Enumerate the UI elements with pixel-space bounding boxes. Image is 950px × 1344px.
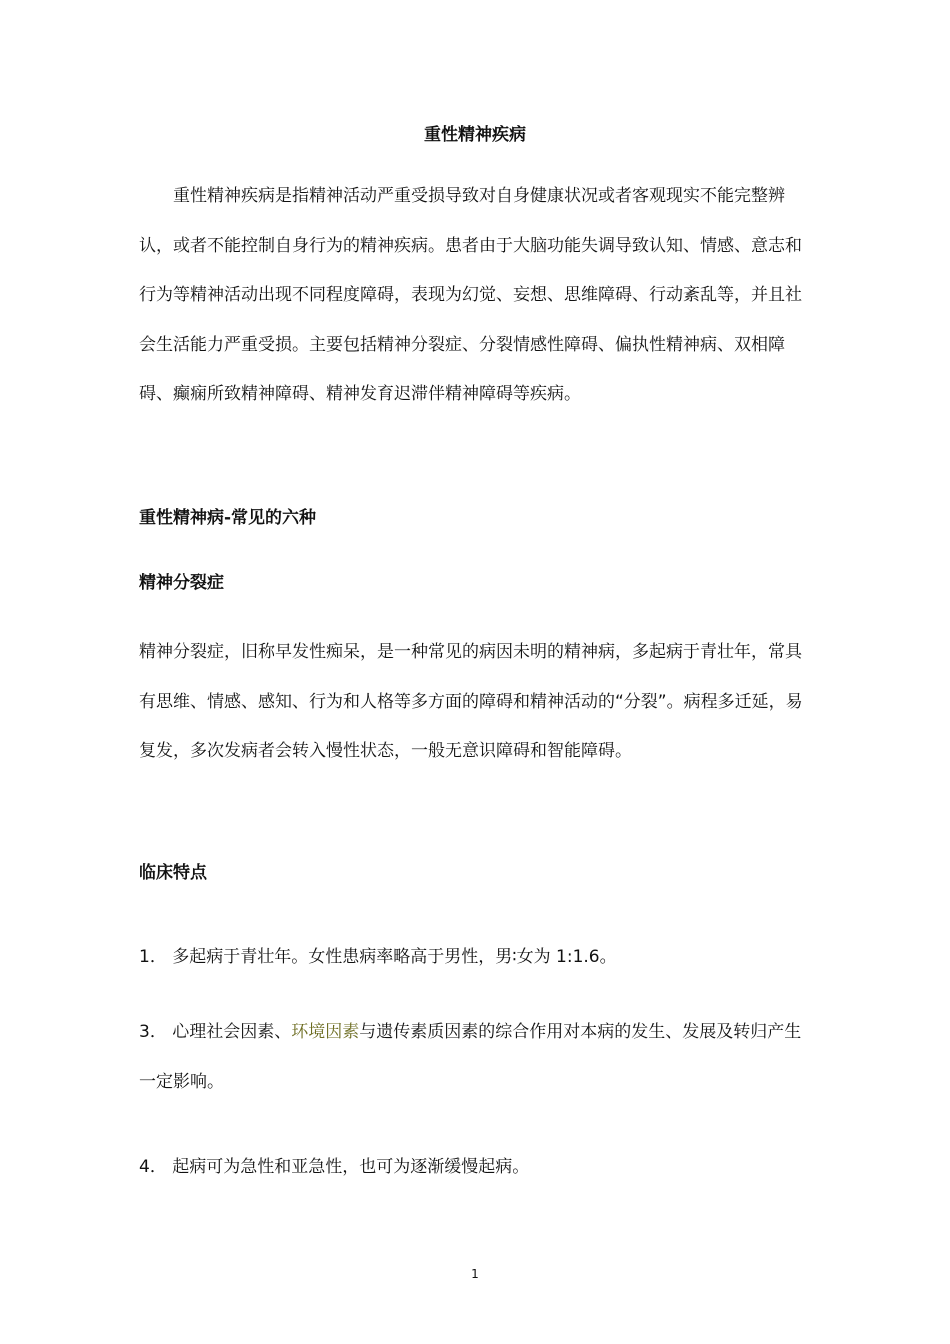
list-item-3-prefix: 3． 心理社会因素、	[139, 1022, 292, 1042]
intro-paragraph: 重性精神疾病是指精神活动严重受损导致对自身健康状况或者客观现实不能完整辨认，或者不能控制自身行为的精神疾病。患者由于大脑功能失调导致认知、情感、意志和行为等精神活动出现不同程度障碍，表现为幻觉、妄想、思维障碍、行动紊乱等，并且社会生活能力严重受损。主要包括精神分裂症、分裂情感性障碍、偏执性精神病、双相障碍、癫痫所致精神障碍、精神发育迟滞伴精神障碍等疾病。	[139, 186, 802, 404]
environment-factors-link[interactable]: 环境因素	[291, 1022, 360, 1042]
subsection-heading: 精神分裂症	[139, 573, 224, 593]
list-item-3-rest: 与遗传素质因素的综合作用对本病的发生、发展及转归产生一定影响。	[139, 1022, 802, 1092]
list-item-1: 1． 多起病于青壮年。女性患病率略高于男性，男∶女为 1:1.6。	[139, 947, 617, 967]
list-item-3	[139, 1008, 815, 1107]
schizophrenia-paragraph: 精神分裂症，旧称早发性痴呆，是一种常见的病因未明的精神病，多起病于青壮年，常具有思维、情感、感知、行为和人格等多方面的障碍和精神活动的“分裂”。病程多迁延，易复发，多次发病者会转入慢性状态，一般无意识障碍和智能障碍。	[139, 642, 803, 761]
document-title: 重性精神疾病	[424, 125, 526, 145]
section-heading: 重性精神病-常见的六种	[139, 508, 317, 528]
page-number: 1	[471, 1267, 479, 1281]
clinical-features-heading: 临床特点	[139, 863, 207, 883]
list-item-4: 4． 起病可为急性和亚急性，也可为逐渐缓慢起病。	[139, 1157, 530, 1177]
